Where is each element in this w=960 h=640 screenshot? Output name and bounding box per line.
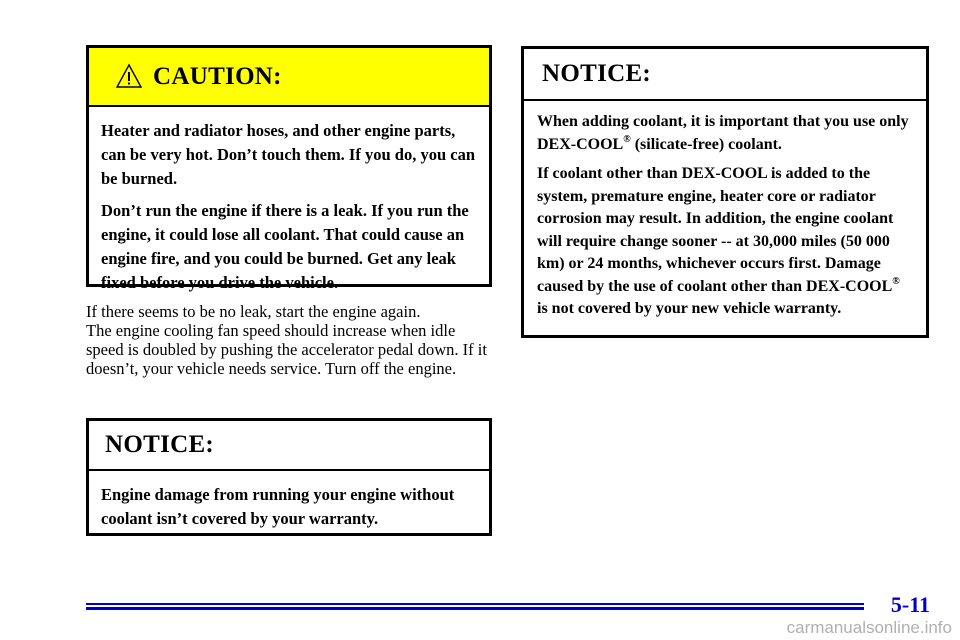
registered-mark: ®: [892, 275, 900, 287]
page-number: 5-11: [890, 592, 930, 617]
notice-box-right: [521, 46, 929, 338]
notice-left-text: Engine damage from running your engine without coolant isn’t covered by your warranty.: [101, 485, 455, 528]
notice-right-p2-text-end: is not covered by your new vehicle warranty.: [537, 300, 842, 317]
body-paragraph: [86, 302, 496, 378]
notice-box-left: [86, 418, 492, 536]
notice-left-body: [89, 471, 489, 531]
notice-right-p1-text-end: (silicate-free) coolant.: [630, 135, 782, 153]
caution-body: [89, 107, 489, 295]
notice-left-title: NOTICE:: [105, 431, 215, 458]
notice-left-header: [89, 421, 489, 471]
notice-right-p1-text: When adding coolant, it is important that you use only DEX-COOL: [537, 113, 909, 153]
body-line-2: The engine cooling fan speed should increase when idle speed is doubled by pushing the accelerator pedal down. If it doesn’t, your vehicle needs service. Turn off the engine.: [86, 321, 487, 378]
notice-right-paragraph-2: [537, 163, 914, 321]
watermark: carmanualsonline.info: [786, 618, 952, 637]
body-line-1: If there seems to be no leak, start the engine again.: [86, 302, 421, 321]
notice-right-paragraph-1: [537, 111, 914, 156]
notice-right-body: [524, 101, 926, 321]
notice-right-p2-text: If coolant other than DEX-COOL is added to the system, premature engine, heater core or radiator corrosion may result. In addition, the engine coolant will require change sooner -- at 30,000 miles (50 000 km) or 24 months, whichever occurs first. Damage caused by the use of coolant other than DEX-COOL: [537, 165, 894, 295]
registered-mark: ®: [623, 133, 631, 145]
footer-rule-thick: [86, 607, 864, 610]
caution-header: [89, 48, 489, 107]
caution-box: [86, 45, 492, 292]
notice-right-title: NOTICE:: [542, 60, 652, 87]
warning-triangle-icon: [115, 63, 143, 89]
notice-right-header: [524, 49, 926, 101]
caution-paragraph-2: Don’t run the engine if there is a leak. If you run the engine, it could lose all coolant. That could cause an engine fire, and you could be burned. Get any leak fixed before you drive the vehicle.: [101, 201, 469, 292]
caution-paragraph-1: Heater and radiator hoses, and other engine parts, can be very hot. Don’t touch them. If you do, you can be burned.: [101, 121, 476, 188]
caution-title: CAUTION:: [153, 62, 282, 90]
footer-rule: [86, 603, 864, 605]
